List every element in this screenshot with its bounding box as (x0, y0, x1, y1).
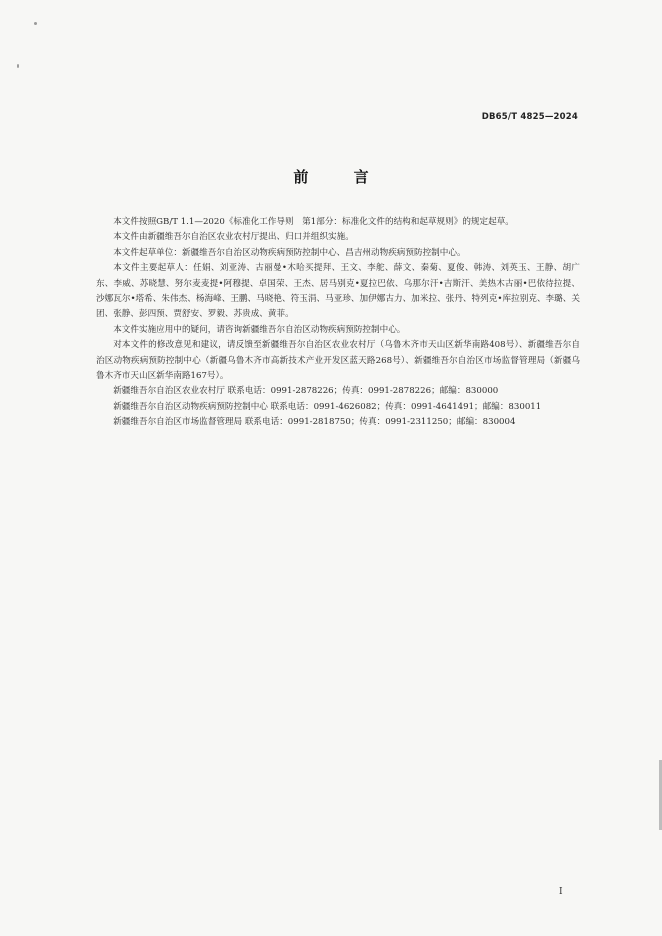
section-title: 前 言 (293, 168, 389, 186)
paragraph-proposer: 本文件由新疆维吾尔自治区农业农村厅提出、归口并组织实施。 (113, 232, 354, 243)
foreword-body (96, 215, 580, 431)
paragraph-drafters: 本文件主要起草人：任娟、刘亚涛、古丽曼•木哈买提拜、王文、李舵、薛文、秦菊、夏俊、韩涛、刘英玉、王静、胡广东、李威、苏晓慧、努尔麦麦提•阿穆提、卓国荣、王杰、居马别克•夏拉巴依、乌那尔汗•吉斯汗、美热木古丽•巴依待拉提、沙娜瓦尔•塔希、朱伟杰、杨海峰、王鹏、马晓艳、符玉涓、马亚珍、加伊娜古力、加米拉、张丹、特列克•库拉别克、李璐、关团、张静、彭四预、贾舒安、罗毅、苏贵成、黄菲。 (96, 263, 580, 320)
paragraph-feedback: 对本文件的修改意见和建议，请反馈至新疆维吾尔自治区农业农村厅（乌鲁木齐市天山区新华南路408号）、新疆维吾尔自治区动物疾病预防控制中心（新疆乌鲁木齐市高新技术产业开发区蓝天路268号）、新疆维吾尔自治区市场监督管理局（新疆乌鲁木齐市天山区新华南路167号）。 (96, 340, 580, 382)
page-number: I (559, 887, 563, 897)
scan-speck (34, 22, 37, 25)
paragraph-inquiries: 本文件实施应用中的疑问，请咨询新疆维吾尔自治区动物疾病预防控制中心。 (113, 324, 406, 335)
paragraph-contact-agri: 新疆维吾尔自治区农业农村厅 联系电话：0991-2878226；传真：0991-2878226；邮编：830000 (113, 386, 499, 397)
scan-speck (17, 64, 19, 68)
document-code: DB65/T 4825—2024 (481, 112, 578, 122)
paragraph-contact-market: 新疆维吾尔自治区市场监督管理局 联系电话：0991-2818750；传真：0991-2311250；邮编：830004 (113, 417, 516, 428)
paragraph-drafting-rules: 本文件按照GB/T 1.1—2020《标准化工作导则 第1部分：标准化文件的结构和起草规则》的规定起草。 (113, 217, 514, 227)
paragraph-drafting-units: 本文件起草单位：新疆维吾尔自治区动物疾病预防控制中心、昌吉州动物疾病预防控制中心。 (113, 247, 466, 258)
paragraph-contact-disease-center: 新疆维吾尔自治区动物疾病预防控制中心 联系电话：0991-4626082；传真：0991-4641491；邮编：830011 (113, 401, 542, 412)
